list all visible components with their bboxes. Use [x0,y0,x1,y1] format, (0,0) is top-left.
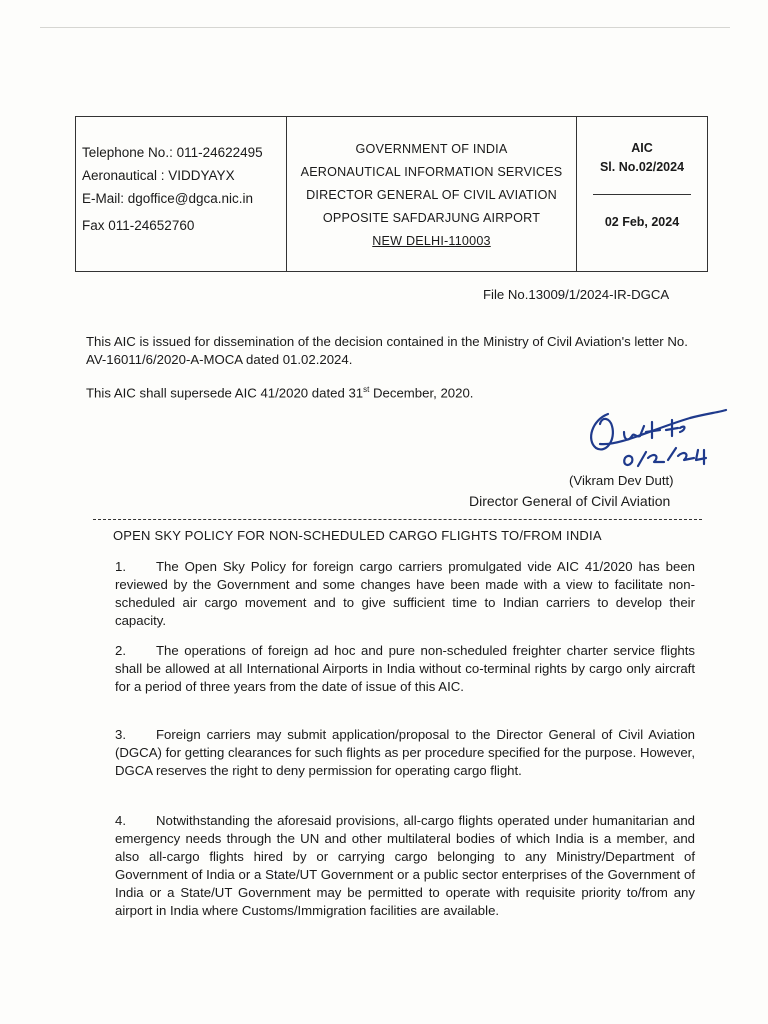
supersede-text-end: December, 2020. [369,385,474,401]
aeronautical-line: Aeronautical : VIDDYAYX [82,168,235,183]
letterhead-box [75,116,708,272]
supersede-line [86,381,473,402]
handwritten-signature [580,400,730,476]
paragraph-number: 3. [115,727,126,742]
office-line-2: AERONAUTICAL INFORMATION SERVICES [300,165,563,179]
paragraph-2 [115,642,695,696]
policy-title: OPEN SKY POLICY FOR NON-SCHEDULED CARGO FLIGHTS TO/FROM INDIA [113,528,602,543]
office-line-5: NEW DELHI-110003 [372,234,491,248]
office-column [287,117,577,271]
office-line-4: OPPOSITE SAFDARJUNG AIRPORT [322,211,541,225]
signatory-title: Director General of Civil Aviation [469,493,671,509]
paragraph-text: The operations of foreign ad hoc and pure non-scheduled freighter charter service flights shall be allowed at all International Airports in India without co-terminal rights by cargo only aircraft for a period of three years from the date of issue of this AIC. [115,643,695,694]
paragraph-number: 4. [115,813,126,828]
paragraph-1 [115,558,695,630]
supersede-ordinal: st [363,385,370,394]
supersede-text: This AIC shall supersede AIC 41/2020 dated 31 [86,385,364,401]
paragraph-text: Foreign carriers may submit application/proposal to the Director General of Civil Aviation (DGCA) for getting clearances for such flights as per procedure specified for the purpose. However, DGCA reserves the right to deny permission for operating cargo flight. [115,727,695,778]
aic-date: 02 Feb, 2024 [604,215,680,229]
email-line: E-Mail: dgoffice@dgca.nic.in [82,191,254,206]
telephone-line: Telephone No.: 011-24622495 [82,145,263,160]
aic-divider [593,194,691,195]
paragraph-text: Notwithstanding the aforesaid provisions, all-cargo flights operated under humanitarian and emergency needs through the UN and other multilateral bodies of which India is a member, and also all-cargo flights hired by or carrying cargo belonging to any Ministry/Department of Government of India or a State/UT Government or a public sector enterprises of the Government of India or a State/UT Government may be permitted to operate with requisite priority to/from any airport in India where Customs/Immigration facilities are available. [115,813,695,918]
signatory-name: (Vikram Dev Dutt) [569,473,674,488]
file-number: File No.13009/1/2024-IR-DGCA [483,287,670,302]
aic-serial: Sl. No.02/2024 [599,160,685,174]
paragraph-text: The Open Sky Policy for foreign cargo carriers promulgated vide AIC 41/2020 has been reviewed by the Government and some changes have been made with a view to facilitate non-scheduled air cargo movement and to give sufficient time to Indian carriers to develop their capacity. [115,559,695,628]
office-line-3: DIRECTOR GENERAL OF CIVIL AVIATION [306,188,557,202]
scan-edge-line [40,27,730,28]
paragraph-number: 2. [115,643,126,658]
paragraph-number: 1. [115,559,126,574]
contact-column [76,117,287,271]
aic-column [577,117,707,271]
aic-label: AIC [631,141,653,155]
paragraph-3 [115,726,695,780]
intro-paragraph: This AIC is issued for dissemination of the decision contained in the Ministry of Civil Aviation's letter No. AV-16011/6/2020-A-MOCA dated 01.02.2024. [86,334,688,367]
office-line-1: GOVERNMENT OF INDIA [355,142,508,156]
fax-line: Fax 011-24652760 [82,218,195,233]
paragraph-4 [115,812,695,920]
dashed-separator [93,519,702,520]
